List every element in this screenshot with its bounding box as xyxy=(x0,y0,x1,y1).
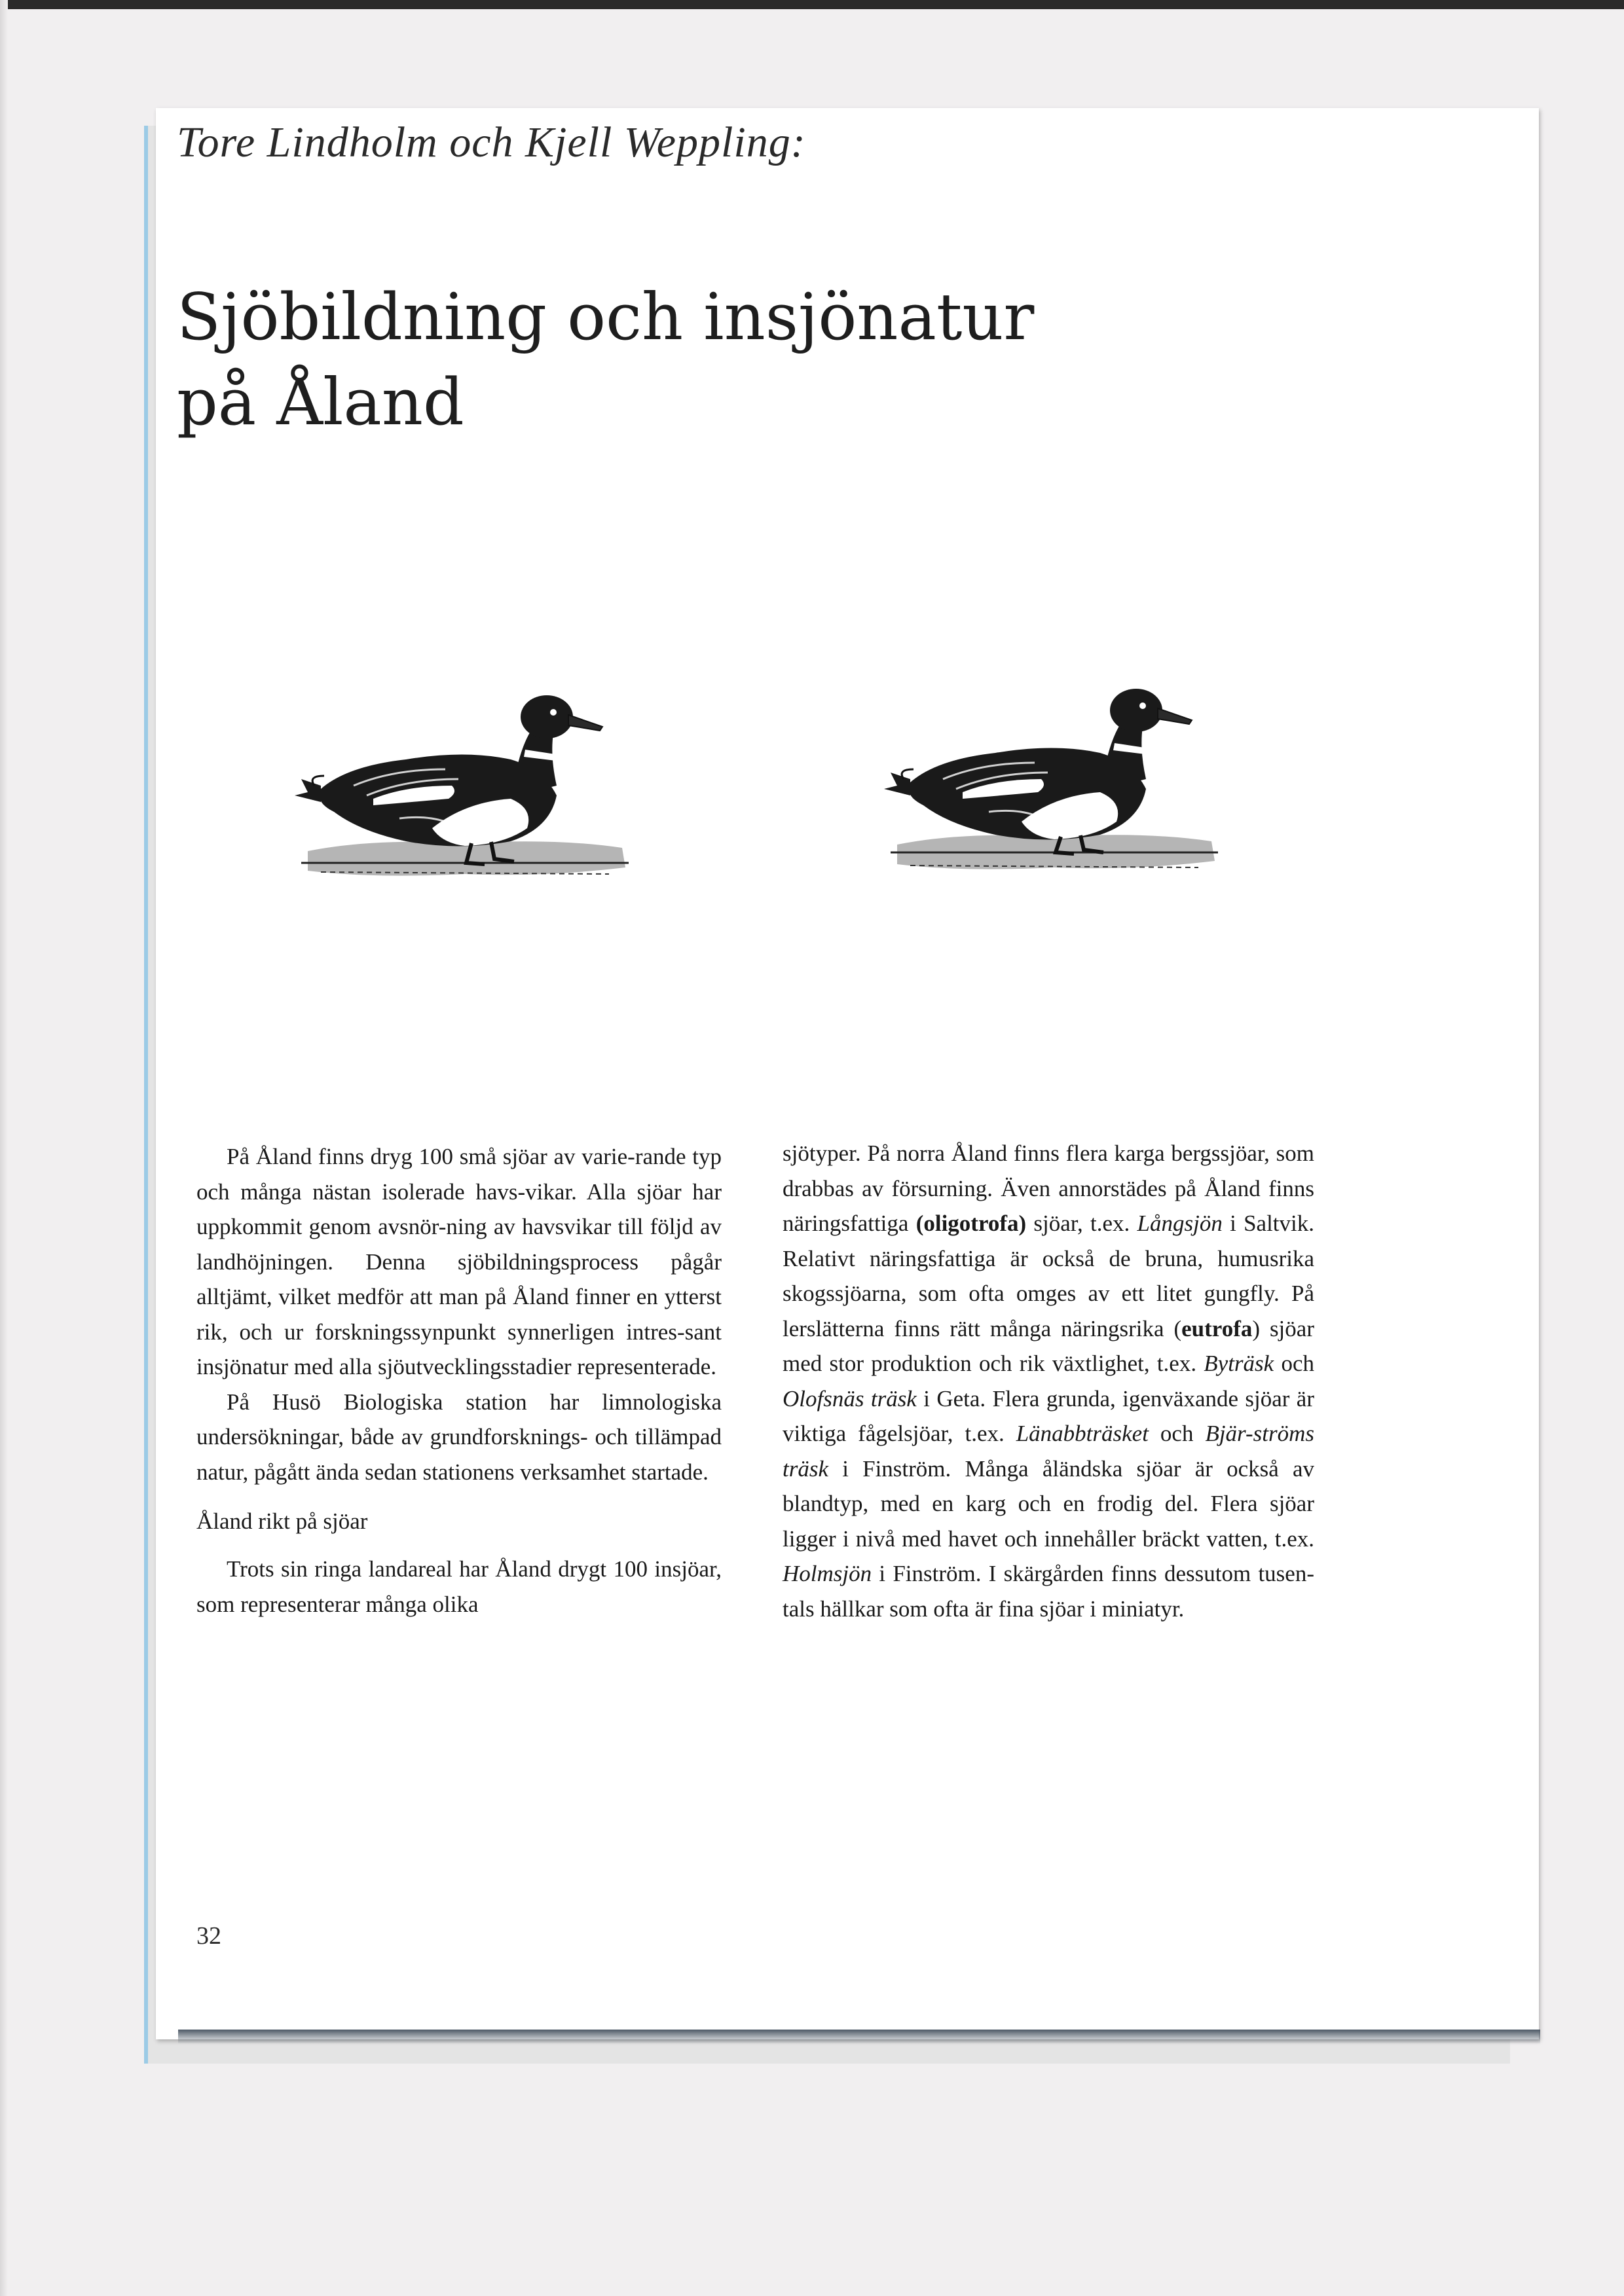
text-run: och xyxy=(1274,1351,1314,1376)
text-run: i Saltvik. Relativt näringsfattiga är också de bruna, humusrika skogssjöarna, som ofta omges av ett litet gungfly. På lerslätterna finns rätt många näringsrika ( xyxy=(783,1211,1314,1341)
paragraph: På Åland finns dryg 100 små sjöar av varie-rande typ och många nästan isolerade havs-vikar. Alla sjöar har uppkommit genom avsnör-ning av havsvikar till följd av landhöjningen. Denna sjöbildningsprocess pågår alltjämt, vilket medför att man på Åland finner en ytterst rik, och ur forskningssynpunkt synnerligen intres-sant insjönatur med alla sjöutvecklingsstadier representerade. xyxy=(196,1144,722,1379)
right-text-column xyxy=(783,1136,1314,1626)
paragraph: Trots sin ringa landareal har Åland drygt 100 insjöar, som representerar många olika xyxy=(196,1556,722,1617)
text-run: sjöar, t.ex. xyxy=(1026,1211,1137,1236)
text-run: i Finström. Många åländska sjöar är också av blandtyp, med en karg och en frodig del. Flera sjöar ligger i nivå med havet och innehåller bräckt vatten, t.ex. xyxy=(783,1455,1314,1552)
paragraph xyxy=(783,1136,1314,1626)
text-run: och xyxy=(1148,1421,1206,1446)
paragraph: På Husö Biologiska station har limnologiska undersökningar, både av grundforsknings- och tillämpad natur, pågått ända sedan stationens verksamhet startade. xyxy=(196,1389,722,1485)
bold-term: eutrofa xyxy=(1181,1315,1253,1341)
title-line-1: Sjöbildning och insjönatur xyxy=(177,280,1035,355)
title-line-2: på Åland xyxy=(177,365,464,440)
scan-edge-top xyxy=(0,0,1624,9)
text-run: ) sjöar med stor produktion och rik växtlighet, t.ex. xyxy=(783,1315,1314,1376)
lake-name: Länabbträsket xyxy=(1016,1421,1149,1446)
page-number: 32 xyxy=(196,1922,221,1950)
text-run: i Geta. Flera grunda, igenväxande sjöar är viktiga fågelsjöar, t.ex. xyxy=(783,1385,1314,1446)
duck-icon xyxy=(884,681,1225,890)
duck-icon xyxy=(295,687,635,897)
lake-name: Bjär-ströms träsk xyxy=(783,1421,1314,1482)
left-text-column xyxy=(196,1139,722,1622)
page-shadow xyxy=(178,2030,1540,2044)
text-run: i Finström. I skärgården finns dessutom tusen-tals hällkar som ofta är fina sjöar i miniatyr. xyxy=(783,1561,1314,1622)
scan-edge-left xyxy=(0,0,8,2296)
article-title xyxy=(177,275,1290,445)
lake-name: Byträsk xyxy=(1204,1351,1274,1376)
author-byline: Tore Lindholm och Kjell Weppling: xyxy=(177,118,806,166)
lake-name: Långsjön xyxy=(1137,1211,1223,1236)
bold-term: (oligotrofa) xyxy=(915,1211,1027,1236)
text-run: sjötyper. På norra Åland finns flera karga bergssjöar, som drabbas av försurning. Även annorstädes på Åland finns näringsfattiga xyxy=(783,1140,1314,1236)
lake-name: Olofsnäs träsk xyxy=(783,1385,917,1412)
section-heading: Åland rikt på sjöar xyxy=(196,1508,368,1534)
lake-name: Holmsjön xyxy=(783,1561,872,1586)
